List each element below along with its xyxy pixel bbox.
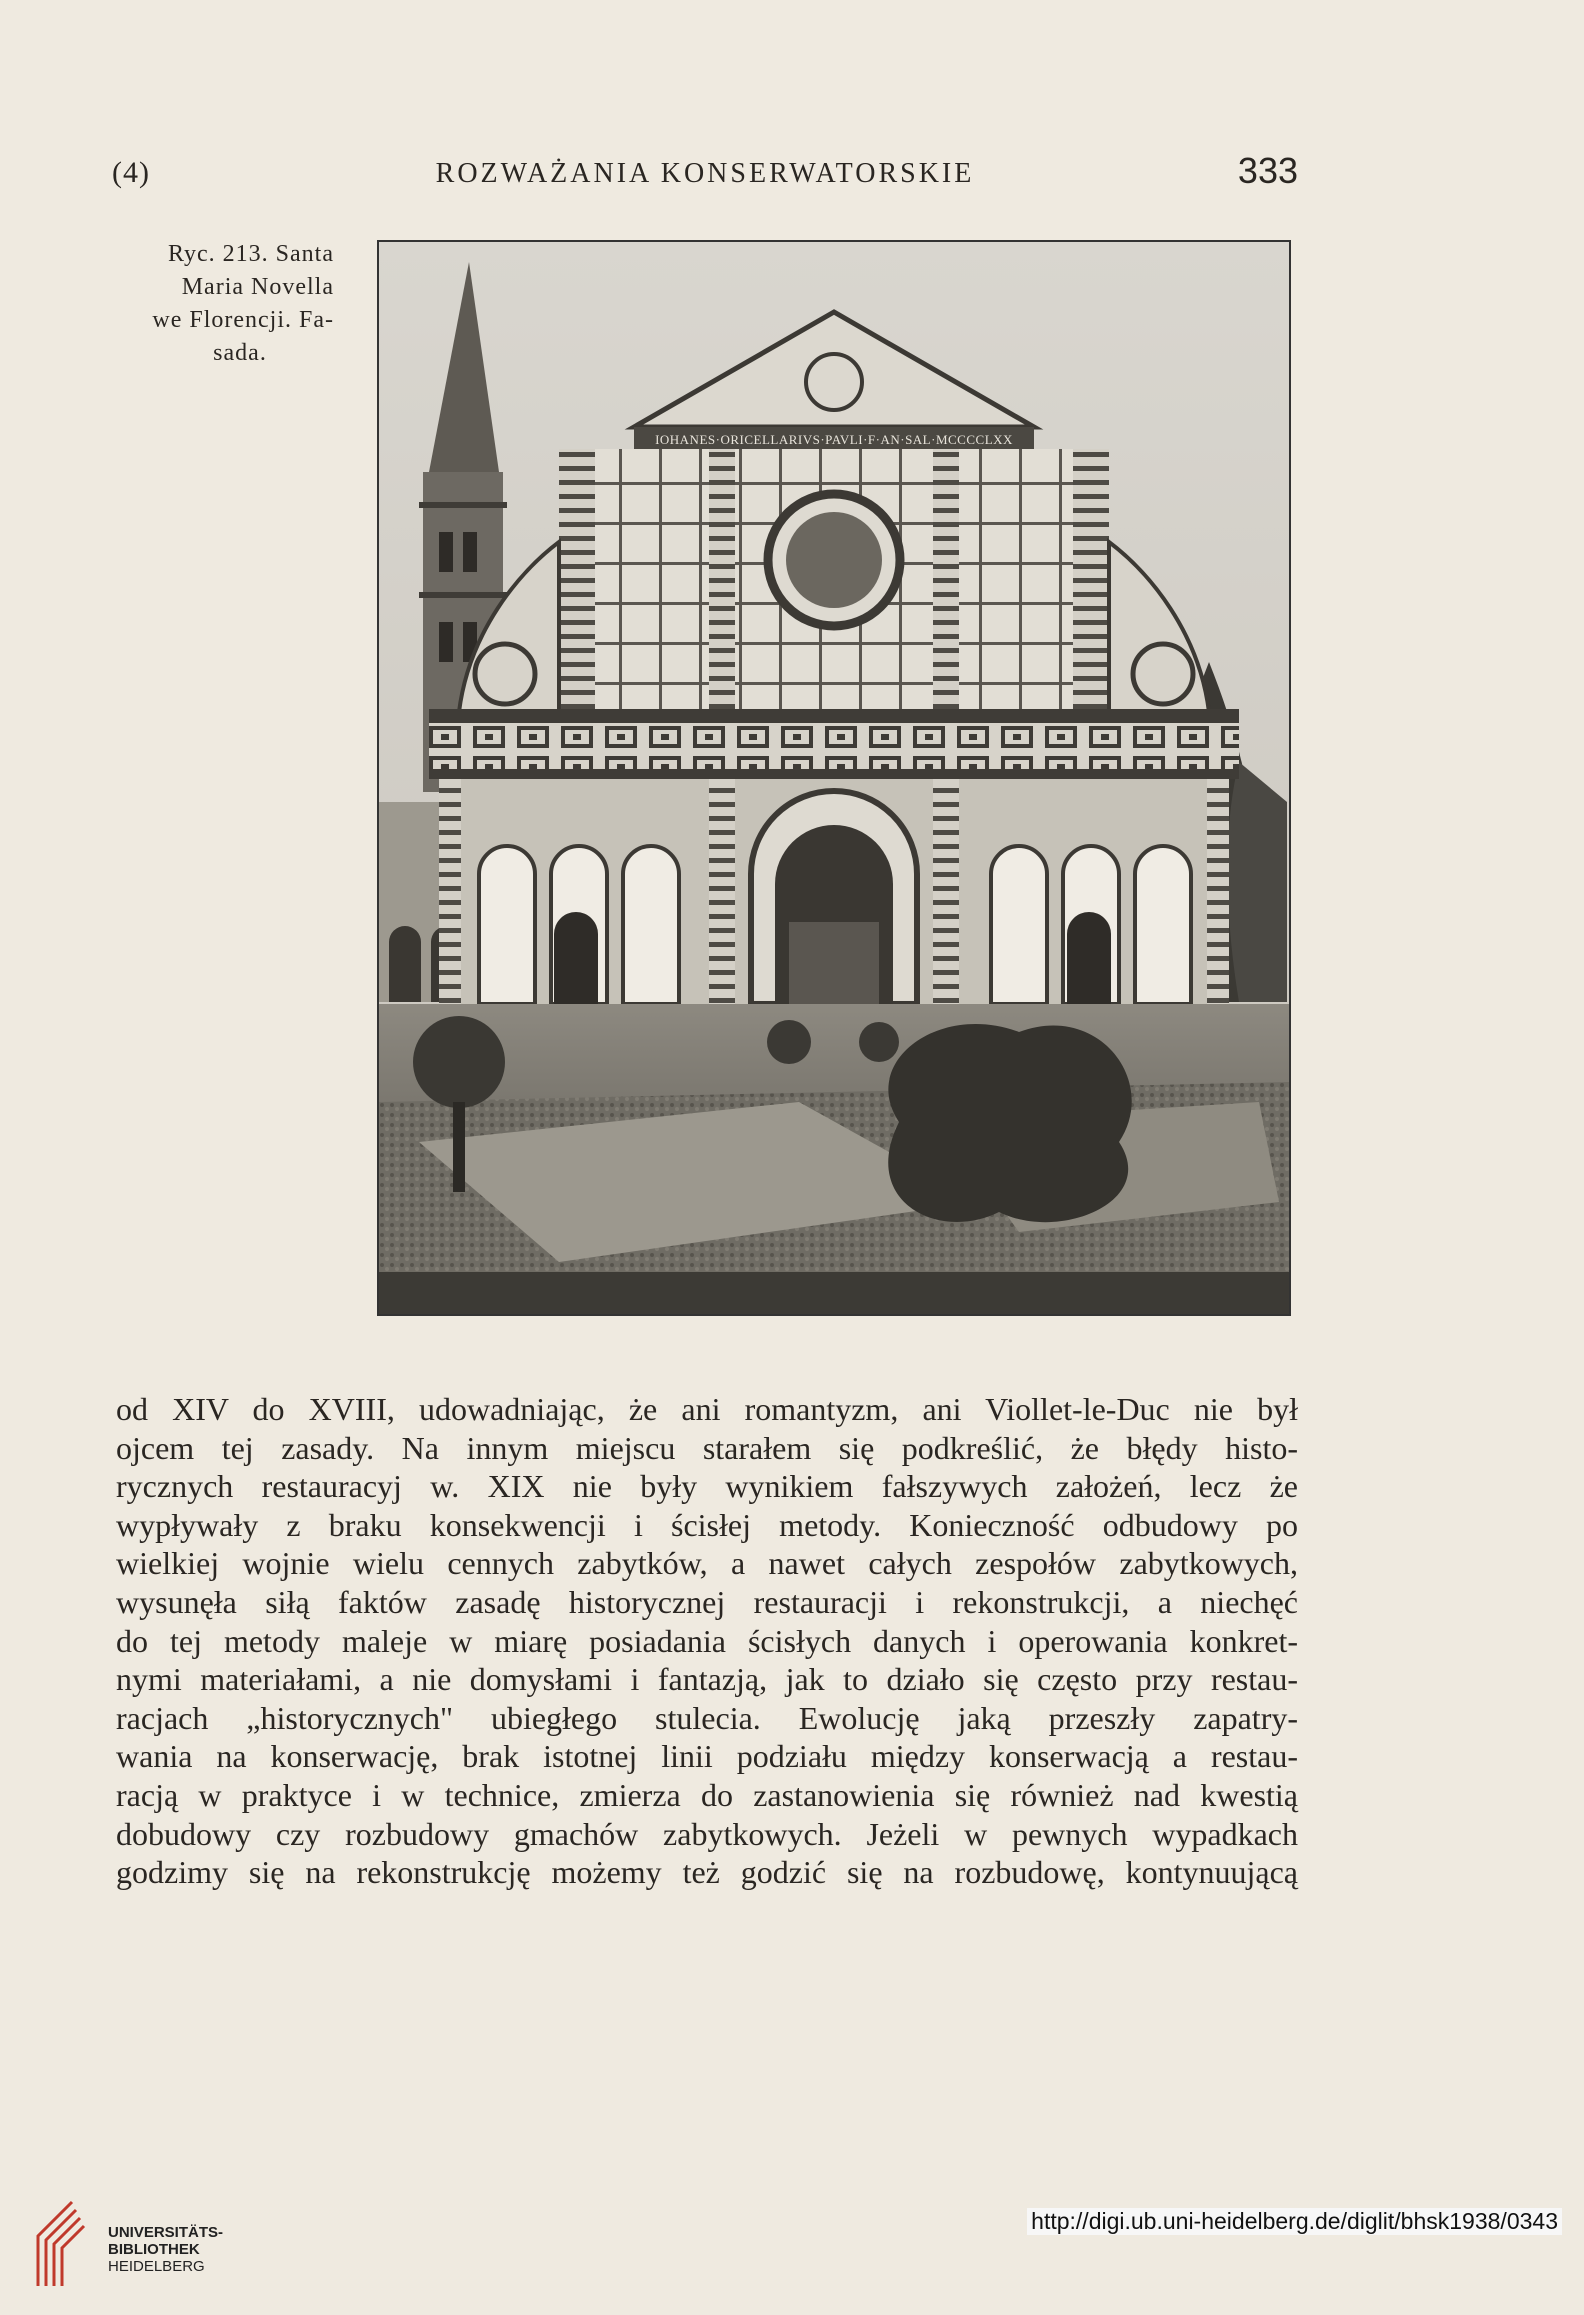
page-number: 333: [1237, 150, 1298, 191]
library-name-line: BIBLIOTHEK: [108, 2241, 200, 2258]
text-line: racjach „historycznych" ubiegłego stulecia. Ewolucję jaką przeszły zapatry-: [116, 1699, 1298, 1736]
text-line: godzimy się na rekonstrukcję możemy też godzić się na rozbudowę, kontynuującą: [116, 1854, 1298, 1891]
caption-line: Ryc. 213. Santa: [167, 241, 334, 267]
running-title: ROZWAŻANIA KONSERWATORSKIE: [435, 158, 975, 189]
body-paragraph: [116, 1390, 1298, 1892]
text-line: dobudowy czy rozbudowy gmachów zabytkowych. Jeżeli w pewnych wypadkach: [116, 1815, 1298, 1852]
library-name: [108, 2224, 223, 2275]
source-url-link[interactable]: http://digi.ub.uni-heidelberg.de/diglit/bhsk1938/0343: [1027, 2208, 1562, 2235]
facade-illustration: [379, 242, 1289, 1314]
text-line: wielkiej wojnie wielu cennych zabytków, a nawet całych zespołów zabytkowych,: [116, 1545, 1298, 1582]
signature-mark: (4): [112, 156, 150, 189]
text-line: wypływały z braku konsekwencji i ścisłej metody. Konieczność odbudowy po: [116, 1506, 1298, 1543]
text-line: do tej metody maleje w miarę posiadania ścisłych danych i operowania konkret-: [116, 1622, 1298, 1659]
running-head: [112, 150, 1298, 200]
library-name-line: HEIDELBERG: [108, 2258, 205, 2275]
caption-line: Maria Novella: [181, 274, 334, 300]
text-line: racją w praktyce i w technice, zmierza do zastanowienia się również nad kwestią: [116, 1776, 1298, 1813]
facade-inscription: IOHANES·ORICELLARIVS·PAVLI·F·AN·SAL·MCCCCLXX: [655, 432, 1013, 447]
text-line: wysunęła siłą faktów zasadę historycznej restauracji i rekonstrukcji, a niechęć: [116, 1583, 1298, 1620]
text-line: wania na konserwację, brak istotnej linii podziału między konserwacją a restau-: [116, 1738, 1298, 1775]
text-line: od XIV do XVIII, udowadniając, że ani romantyzm, ani Viollet-le-Duc nie był: [116, 1391, 1298, 1427]
caption-line: we Florencji. Fa-: [152, 307, 334, 333]
figure-caption: [112, 238, 334, 370]
facade-photograph: [377, 240, 1291, 1316]
text-line: rycznych restauracyj w. XIX nie były wynikiem fałszywych założeń, lecz że: [116, 1468, 1298, 1505]
library-logo[interactable]: [22, 2192, 242, 2292]
caption-line: sada.: [213, 340, 267, 366]
text-line: nymi materiałami, a nie domysłami i fantazją, jak to działo się często przy restau-: [116, 1661, 1298, 1698]
library-logo-icon: [32, 2196, 92, 2288]
text-line: ojcem tej zasady. Na innym miejscu starałem się podkreślić, że błędy histo-: [116, 1429, 1298, 1466]
library-name-line: UNIVERSITÄTS-: [108, 2224, 224, 2241]
